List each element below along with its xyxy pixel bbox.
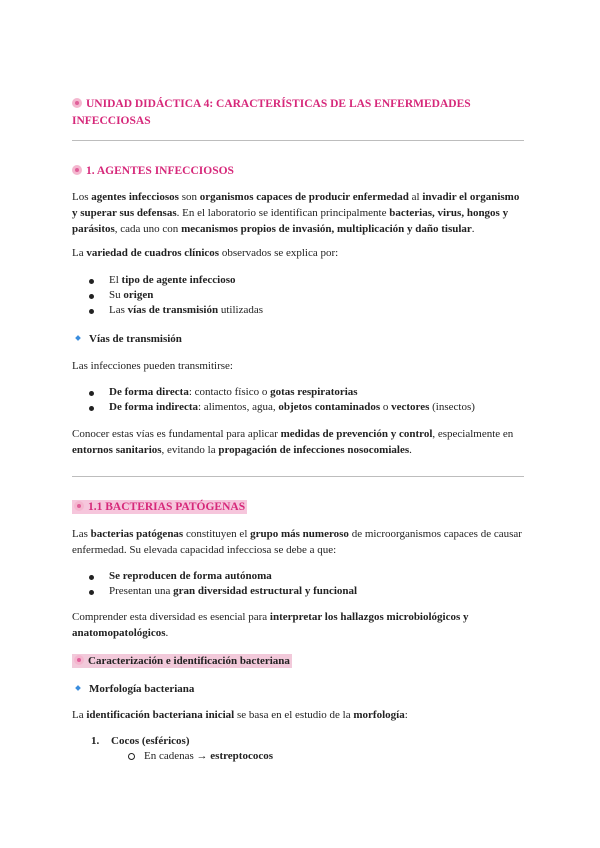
paragraph-conocer — [72, 427, 524, 459]
bold-text: y superar sus defensas — [72, 206, 177, 219]
bold-text: tipo de agente infeccioso — [121, 274, 236, 286]
subheading-caracterizacion — [72, 654, 292, 670]
bold-text: interpretar los hallazgos microbiológicos y — [269, 611, 469, 623]
text: El — [109, 274, 122, 286]
bold-text: entornos sanitarios — [72, 443, 162, 456]
list-item — [91, 273, 235, 289]
bold-text: propagación de infecciones nosocomiales — [218, 443, 410, 456]
flower-icon — [72, 165, 82, 175]
list-item — [91, 569, 272, 585]
list-item — [91, 288, 153, 304]
bold-text: De forma indirecta — [109, 401, 198, 413]
text: Su — [109, 289, 124, 301]
bold-text: vectores — [391, 401, 430, 413]
paragraph-agentes — [72, 190, 524, 238]
flower-icon — [74, 501, 84, 511]
section-title-agentes — [72, 163, 234, 180]
bold-text: morfología — [353, 709, 405, 721]
text: Comprender esta diversidad es esencial para — [72, 611, 270, 623]
bold-text: Se reproducen de forma autónoma — [109, 570, 272, 582]
flower-icon — [72, 98, 82, 108]
text: , cada uno con — [114, 222, 182, 235]
text: o — [380, 401, 392, 413]
text: . — [409, 443, 412, 456]
bold-text: gotas respiratorias — [270, 386, 358, 398]
subheading-vias — [76, 332, 182, 348]
paragraph-line — [72, 427, 524, 443]
paragraph-bacterias — [72, 527, 524, 559]
divider — [72, 476, 524, 477]
text: se basa en el estudio de la — [234, 709, 354, 721]
paragraph-identificacion — [72, 708, 524, 724]
bold-text: invadir el organismo — [422, 191, 520, 203]
text: : contacto físico o — [188, 386, 271, 398]
paragraph-variedad — [72, 246, 524, 262]
list-item — [91, 385, 358, 401]
bold-text: identificación bacteriana inicial — [86, 709, 235, 721]
bold-text: estreptococos — [210, 750, 273, 762]
numbered-item — [91, 734, 190, 750]
text: , especialmente en — [432, 428, 514, 440]
paragraph-line — [72, 543, 524, 559]
text: . En el laboratorio se identifican principalmente — [176, 206, 390, 219]
paragraph-transmitirse — [72, 359, 524, 375]
bold-text: agentes infecciosos — [91, 191, 179, 203]
bold-text: bacterias, virus, hongos y — [389, 206, 509, 219]
text: Las infecciones pueden transmitirse: — [72, 360, 233, 372]
text: de microorganismos capaces de causar — [348, 528, 522, 540]
section-title-text: 1.1 BACTERIAS PATÓGENAS — [88, 501, 246, 513]
diamond-bullet-icon — [75, 685, 81, 691]
text: Las — [72, 528, 91, 540]
paragraph-line — [72, 610, 524, 626]
text: La — [72, 247, 87, 259]
text: . — [165, 626, 169, 639]
divider — [72, 140, 524, 141]
text: Conocer estas vías es fundamental para aplicar — [72, 428, 281, 440]
paragraph-comprender — [72, 610, 524, 642]
bold-text: vías de transmisión — [127, 304, 219, 316]
text: observados se explica por: — [219, 247, 339, 259]
unit-title-line2: INFECCIOSAS — [72, 114, 151, 127]
text: Presentan una — [109, 585, 174, 597]
diamond-bullet-icon — [75, 335, 81, 341]
bold-text: organismos capaces de producir enfermedad — [199, 191, 409, 203]
subheading-text: Caracterización e identificación bacteriana — [88, 655, 290, 667]
bold-text: mecanismos propios de invasión, multiplicación y daño tisular — [181, 222, 472, 235]
text: Las — [109, 304, 128, 316]
text: En cadenas → — [144, 750, 211, 762]
unit-title-line1: UNIDAD DIDÁCTICA 4: CARACTERÍSTICAS DE LAS ENFERMEDADES — [86, 98, 471, 110]
text: , evitando la — [161, 443, 219, 456]
bold-text: origen — [123, 289, 154, 301]
subheading-morfologia — [76, 682, 194, 698]
paragraph-line — [72, 443, 524, 459]
bold-text: Cocos (esféricos) — [111, 735, 190, 747]
text: : — [404, 709, 408, 721]
text: son — [178, 191, 200, 203]
text: . — [471, 222, 475, 235]
paragraph-line — [72, 206, 524, 222]
bold-text: anatomopatológicos — [72, 626, 166, 639]
paragraph-line — [72, 222, 524, 238]
text: : alimentos, agua, — [198, 401, 279, 413]
bold-text: De forma directa — [109, 386, 189, 398]
list-item — [91, 303, 263, 319]
text: al — [408, 191, 423, 203]
paragraph-line — [72, 190, 524, 206]
unit-title — [72, 96, 532, 129]
paragraph-line — [72, 527, 524, 543]
bold-text: variedad de cuadros clínicos — [86, 247, 220, 259]
subheading-text: Vías de transmisión — [89, 333, 182, 345]
text: enfermedad. Su elevada capacidad infecciosa se debe a que: — [72, 543, 337, 556]
subheading-text: Morfología bacteriana — [89, 683, 195, 695]
bold-text: objetos contaminados — [278, 401, 381, 413]
list-item — [91, 584, 357, 600]
text: constituyen el — [183, 528, 251, 540]
bold-text: gran diversidad estructural y funcional — [173, 585, 358, 597]
list-number: 1. — [91, 735, 100, 747]
text: (insectos) — [429, 401, 475, 413]
section-title-text: 1. AGENTES INFECCIOSOS — [86, 165, 234, 177]
flower-icon — [74, 655, 84, 665]
list-item — [91, 400, 475, 416]
sub-list-item — [128, 749, 273, 765]
bold-text: bacterias patógenas — [90, 528, 184, 540]
bold-text: medidas de prevención y control — [280, 428, 433, 440]
paragraph-line — [72, 626, 524, 642]
text: utilizadas — [218, 304, 264, 316]
section-title-bacterias — [72, 499, 247, 516]
bold-text: parásitos — [72, 222, 115, 235]
text: Los — [72, 191, 92, 203]
text: La — [72, 709, 87, 721]
bold-text: grupo más numeroso — [250, 528, 349, 540]
